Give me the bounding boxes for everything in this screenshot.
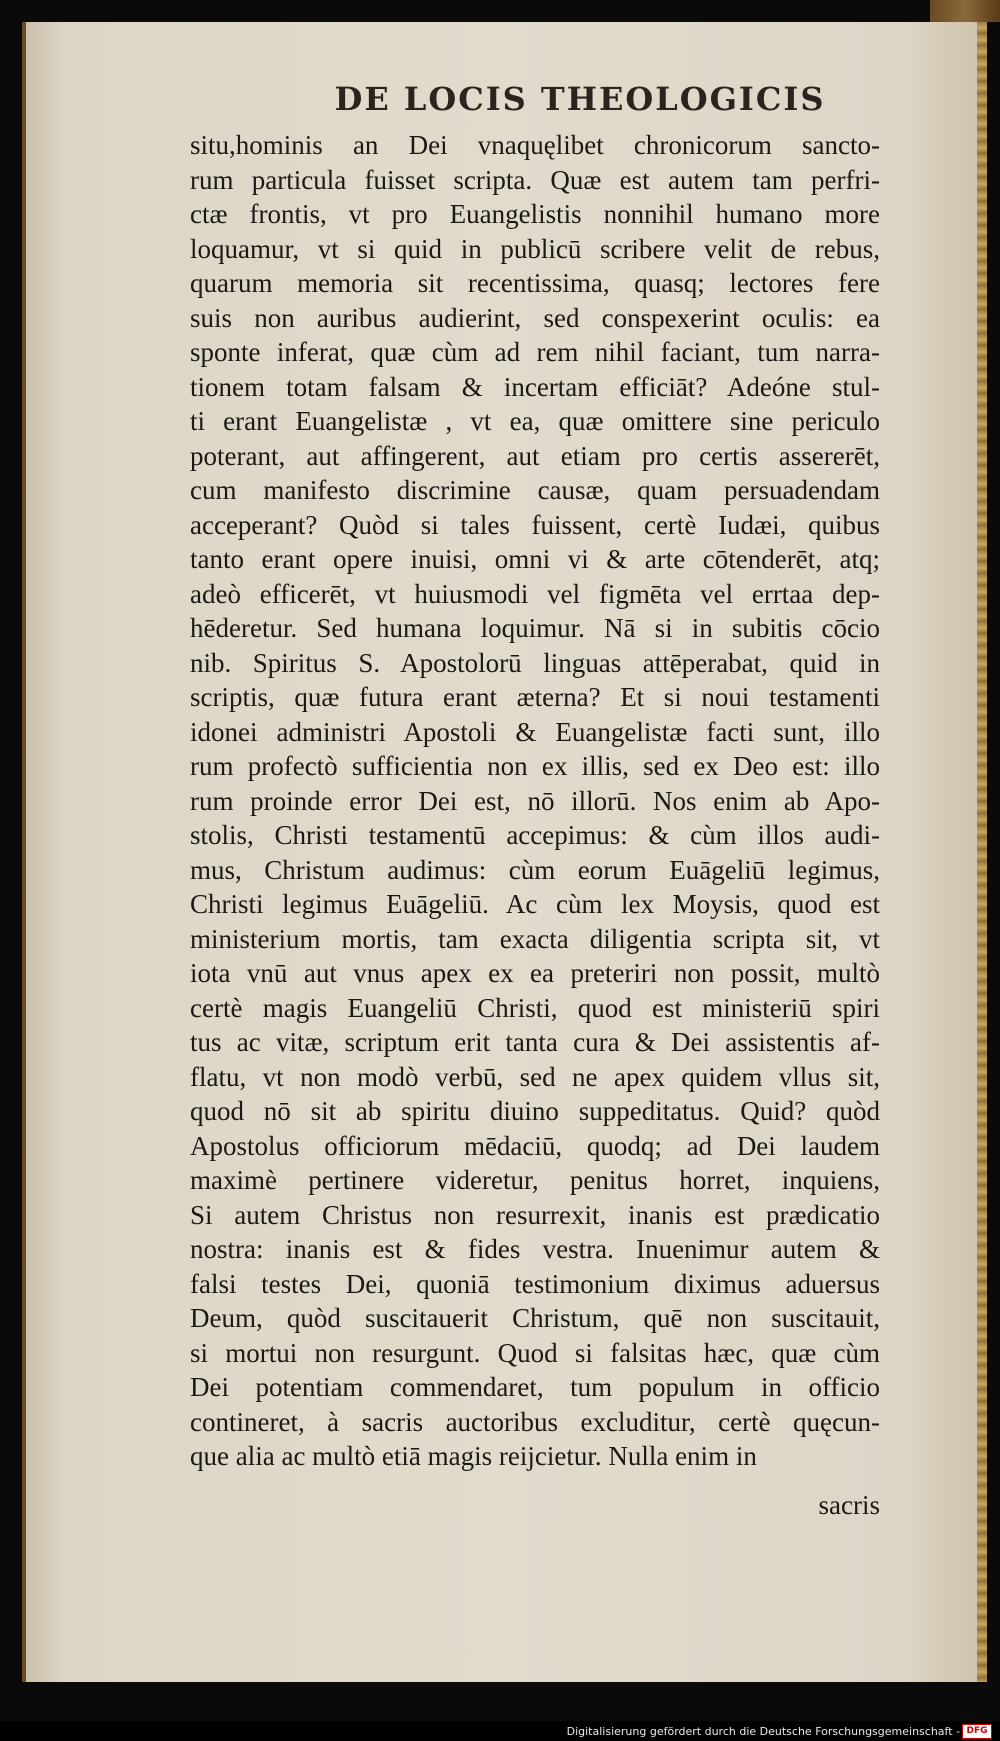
text-line: iota vnū aut vnus apex ex ea preteriri non possit, multò (190, 958, 880, 988)
text-line: certè magis Euangeliū Christi, quod est ministeriū spiri (190, 992, 880, 1023)
text-line: loquamur, vt si quid in publicū scribere velit de rebus, (190, 233, 880, 264)
text-line: tanto erant opere inuisi, omni vi & arte cōtenderēt, atq; (190, 544, 880, 574)
book-board-corner (930, 0, 1000, 22)
text-line: si mortui non resurgunt. Quod si falsitas hæc, quæ cùm (190, 1337, 880, 1368)
text-line: ti erant Euangelistæ , vt ea, quæ omittere sine periculo (190, 406, 880, 436)
text-line: cum manifesto discrimine causæ, quam persuadendam (190, 475, 880, 505)
text-line: Christi legimus Euāgeliū. Ac cùm lex Moysis, quod est (190, 889, 880, 919)
text-line: Apostolus officiorum mēdaciū, quodq; ad Dei laudem (190, 1130, 880, 1161)
text-line: que alia ac multò etiā magis reijcietur. Nulla enim in (190, 1441, 757, 1471)
text-line: ctæ frontis, vt pro Euangelistis nonnihil humano more (190, 199, 880, 229)
text-line: rum proinde error Dei est, nō illorū. Nos enim ab Apo- (190, 785, 880, 816)
text-line: mus, Christum audimus: cùm eorum Euāgeliū legimus, (190, 854, 880, 885)
text-line: tus ac vitæ, scriptum erit tanta cura & Dei assistentis af- (190, 1027, 880, 1057)
running-head: DE LOCIS THEOLOGICIS (334, 80, 826, 118)
text-line: quarum memoria sit recentissima, quasq; lectores fere (190, 268, 880, 298)
digitization-credit: Digitalisierung gefördert durch die Deutsche Forschungsgemeinschaft - (566, 1725, 960, 1738)
text-line: situ,hominis an Dei vnaquęlibet chronicorum sancto- (190, 130, 880, 160)
text-line: contineret, à sacris auctoribus excluditur, certè quęcun- (190, 1406, 880, 1437)
text-line: sponte inferat, quæ cùm ad rem nihil faciant, tum narra- (190, 337, 880, 367)
text-line: stolis, Christi testamentū accepimus: & cùm illos audi- (190, 820, 880, 850)
text-line: flatu, vt non modò verbū, sed ne apex quidem vllus sit, (190, 1061, 880, 1092)
text-line: Dei potentiam commendaret, tum populum in officio (190, 1372, 880, 1402)
text-line: ministerium mortis, tam exacta diligentia scripta sit, vt (190, 923, 880, 954)
text-line: Deum, quòd suscitauerit Christum, quē non suscitauit, (190, 1303, 880, 1333)
text-line: scriptis, quæ futura erant æterna? Et si noui testamenti (190, 682, 880, 712)
text-line: maximè pertinere videretur, penitus horret, inquiens, (190, 1165, 880, 1195)
text-line: falsi testes Dei, quoniā testimonium diximus aduersus (190, 1268, 880, 1299)
text-line: hēderetur. Sed humana loquimur. Nā si in subitis cōcio (190, 613, 880, 643)
text-line: poterant, aut affingerent, aut etiam pro certis assererēt, (190, 440, 880, 471)
text-line: nib. Spiritus S. Apostolorū linguas attēperabat, quid in (190, 647, 880, 678)
dfg-logo: DFG (962, 1724, 992, 1739)
text-line: quod nō sit ab spiritu diuino suppeditatus. Quid? quòd (190, 1096, 880, 1126)
text-line: rum profectò sufficientia non ex illis, sed ex Deo est: illo (190, 751, 880, 781)
text-line: adeò efficerēt, vt huiusmodi vel figmēta vel errtaa dep- (190, 578, 880, 609)
text-line: tionem totam falsam & incertam efficiāt? Adeóne stul- (190, 371, 880, 402)
text-line: rum particula fuisset scripta. Quæ est autem tam perfri- (190, 164, 880, 195)
text-line: acceperant? Quòd si tales fuissent, certè Iudæi, quibus (190, 509, 880, 540)
text-line: suis non auribus audierint, sed conspexerint oculis: ea (190, 302, 880, 333)
text-line: idonei administri Apostoli & Euangelistæ facti sunt, illo (190, 716, 880, 747)
text-line: nostra: inanis est & fides vestra. Inuenimur autem & (190, 1234, 880, 1264)
catchword: sacris (818, 1490, 880, 1520)
body-text (190, 128, 880, 1474)
page-fore-edge (977, 22, 987, 1682)
text-line: Si autem Christus non resurrexit, inanis est prædicatio (190, 1199, 880, 1230)
